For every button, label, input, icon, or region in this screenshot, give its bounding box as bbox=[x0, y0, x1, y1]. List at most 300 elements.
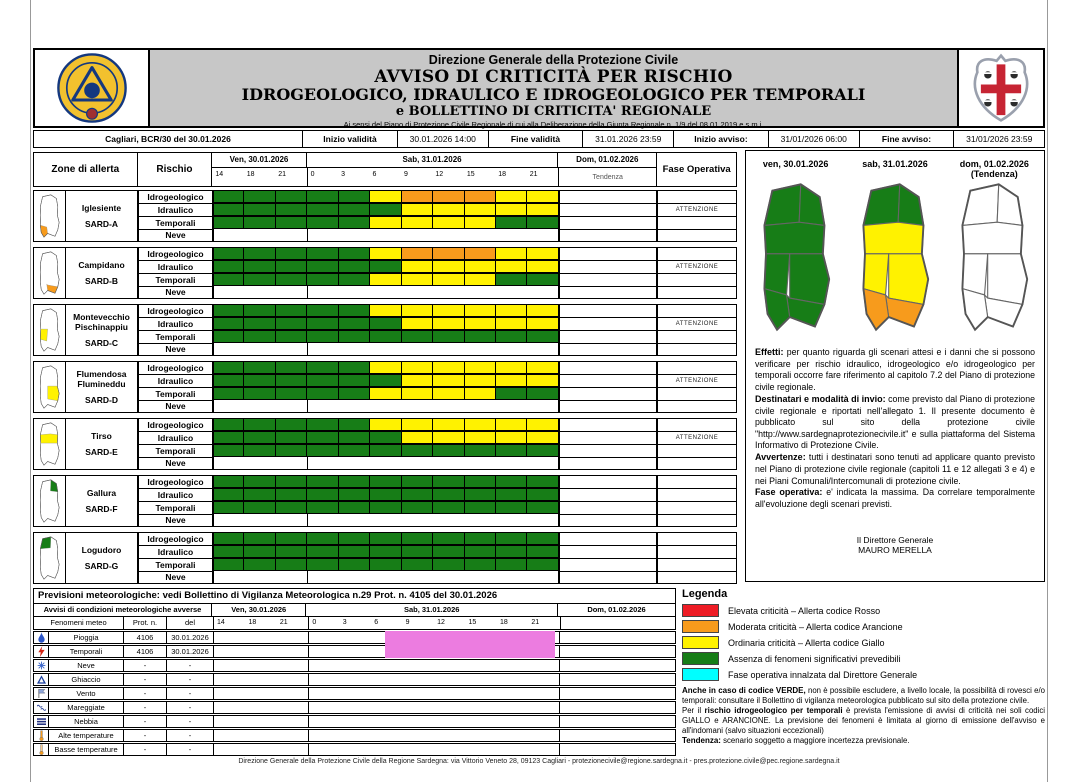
criticality-cell bbox=[370, 488, 401, 501]
criticality-cell bbox=[433, 374, 464, 387]
zone-map-thumbnail bbox=[33, 532, 66, 584]
zone-map-thumbnail bbox=[33, 304, 66, 356]
legend-notes bbox=[682, 686, 1045, 746]
doc-subtitle: Ai sensi del Piano di Protezione Civile Regionale di cui alla Deliberazione della Giunta Regionale n. 1/9 del 08.01.2019 e s.m.i. bbox=[343, 120, 764, 129]
criticality-cell bbox=[496, 317, 527, 330]
risk-row-temporali bbox=[138, 387, 657, 400]
meteo-dom-cell bbox=[560, 688, 675, 699]
zone-name: Iglesiente bbox=[81, 203, 122, 214]
criticality-cell bbox=[244, 545, 275, 558]
hour-header: 21 bbox=[529, 171, 538, 178]
meteo-row bbox=[33, 715, 676, 728]
meteo-hour-header: 3 bbox=[342, 619, 347, 626]
criticality-cell bbox=[307, 190, 338, 203]
criticality-cell bbox=[339, 273, 370, 286]
legend-item-label: Assenza di fenomeni significativi prevedibili bbox=[728, 653, 901, 664]
neve-segment bbox=[308, 343, 558, 355]
hour-cells bbox=[213, 190, 559, 203]
meteo-row bbox=[33, 701, 676, 714]
protezione-civile-seal-icon bbox=[56, 52, 128, 124]
criticality-cell bbox=[244, 330, 275, 343]
legend bbox=[682, 588, 1045, 746]
zone-name-cell bbox=[66, 247, 138, 299]
criticality-cell bbox=[465, 431, 496, 444]
neve-segment bbox=[308, 229, 558, 241]
meteo-hour-header: 9 bbox=[405, 619, 410, 626]
criticality-cell bbox=[433, 190, 464, 203]
fase-operativa-value: ATTENZIONE bbox=[675, 264, 719, 270]
criticality-cell bbox=[307, 545, 338, 558]
day-header: Dom, 01.02.2026 bbox=[576, 155, 639, 164]
zone-risk-rows bbox=[138, 304, 657, 356]
tendenza-cell bbox=[559, 532, 657, 545]
legend-item bbox=[682, 652, 1045, 665]
criticality-cell bbox=[433, 545, 464, 558]
section-divider bbox=[308, 674, 309, 685]
criticality-cell bbox=[213, 330, 244, 343]
zone-map-thumbnail bbox=[33, 247, 66, 299]
criticality-cell bbox=[433, 247, 464, 260]
risk-row-idraulico bbox=[138, 203, 657, 216]
fine-validita-label: Fine validità bbox=[489, 130, 584, 148]
criticality-cell bbox=[307, 317, 338, 330]
fase-operativa-cell bbox=[657, 247, 737, 299]
criticality-cell bbox=[465, 418, 496, 431]
criticality-cell bbox=[433, 304, 464, 317]
tendenza-cell bbox=[559, 558, 657, 571]
criticality-cell bbox=[527, 203, 558, 216]
criticality-cell bbox=[339, 330, 370, 343]
criticality-cell bbox=[276, 260, 307, 273]
neve-segment bbox=[214, 343, 308, 355]
criticality-cell bbox=[433, 444, 464, 457]
criticality-cell bbox=[370, 558, 401, 571]
meteo-dom-cell bbox=[560, 702, 675, 713]
section-divider bbox=[308, 744, 309, 755]
tendenza-cell bbox=[559, 444, 657, 457]
hour-header: 12 bbox=[435, 171, 444, 178]
hour-cells bbox=[213, 304, 559, 317]
section-divider bbox=[308, 688, 309, 699]
criticality-cell bbox=[213, 260, 244, 273]
criticality-cell bbox=[244, 273, 275, 286]
criticality-cell bbox=[496, 190, 527, 203]
criticality-cell bbox=[244, 532, 275, 545]
signature-role: Il Direttore Generale bbox=[856, 534, 934, 545]
risk-row-idrogeologico bbox=[138, 247, 657, 260]
hour-cells bbox=[213, 532, 559, 545]
doc-title-line3: e BOLLETTINO DI CRITICITA' REGIONALE bbox=[395, 104, 712, 119]
neve-empty-area bbox=[213, 400, 559, 413]
criticality-cell bbox=[307, 216, 338, 229]
hour-cells bbox=[213, 475, 559, 488]
criticality-cell bbox=[527, 387, 558, 400]
inizio-avviso-value: 31/01/2026 06:00 bbox=[769, 130, 860, 148]
criticality-cell bbox=[244, 431, 275, 444]
risk-label: Temporali bbox=[138, 444, 213, 457]
meteo-hour-header: 18 bbox=[499, 619, 508, 626]
meteo-row bbox=[33, 631, 676, 644]
criticality-cell bbox=[370, 501, 401, 514]
criticality-cell bbox=[402, 361, 433, 374]
hour-header: 21 bbox=[278, 171, 286, 178]
criticality-cell bbox=[527, 317, 558, 330]
zone-name-cell bbox=[66, 475, 138, 527]
criticality-cell bbox=[370, 361, 401, 374]
criticality-cell bbox=[465, 203, 496, 216]
meteo-phenomenon: Vento bbox=[49, 688, 124, 699]
fase-operativa-cell bbox=[657, 190, 737, 242]
criticality-cell bbox=[370, 444, 401, 457]
criticality-cell bbox=[402, 558, 433, 571]
panel-note-text: come previsto dal Piano di protezione civile regionale e riportati nell'allegato 1. Il presente documento è pubblicato sul sito della protezione civile "http://www.sardegnaprotezionecivile.it" e sulla piattaforma del Sistema Informativo di Protezione Civile. bbox=[755, 393, 1035, 451]
zone-name-cell bbox=[66, 532, 138, 584]
fase-operativa-value: ATTENZIONE bbox=[675, 435, 719, 441]
fenomeni-column-header: Fenomeni meteo bbox=[34, 617, 124, 629]
criticality-cell bbox=[213, 374, 244, 387]
panel-note bbox=[755, 394, 1035, 452]
criticality-cell bbox=[496, 273, 527, 286]
criticality-cell bbox=[465, 216, 496, 229]
criticality-cell bbox=[339, 317, 370, 330]
criticality-cell bbox=[244, 488, 275, 501]
meteo-dom-cell bbox=[560, 730, 675, 741]
zone-risk-rows bbox=[138, 190, 657, 242]
fog-icon bbox=[34, 716, 49, 727]
regione-sardegna-seal-logo bbox=[35, 50, 150, 126]
section-divider bbox=[308, 702, 309, 713]
criticality-cell bbox=[433, 330, 464, 343]
meteo-hour-area bbox=[214, 716, 560, 727]
criticality-cell bbox=[213, 431, 244, 444]
tendenza-cell bbox=[559, 501, 657, 514]
criticality-cell bbox=[244, 444, 275, 457]
criticality-cell bbox=[465, 330, 496, 343]
hour-cells bbox=[213, 273, 559, 286]
meteo-prot-date: - bbox=[167, 702, 214, 713]
neve-segment bbox=[214, 514, 308, 526]
risk-row-neve bbox=[138, 343, 657, 356]
zone-name: Tirso bbox=[91, 431, 112, 442]
legend-color-swatch bbox=[682, 668, 719, 681]
criticality-cell bbox=[433, 273, 464, 286]
neve-segment bbox=[308, 400, 558, 412]
risk-label: Idrogeologico bbox=[138, 475, 213, 488]
risk-row-neve bbox=[138, 400, 657, 413]
zone-row-sard-a bbox=[33, 190, 737, 242]
criticality-cell bbox=[276, 304, 307, 317]
tendenza-cell bbox=[559, 343, 657, 356]
avvisi-header: Avvisi di condizioni meteorologiche avverse bbox=[34, 604, 212, 616]
forecast-maps-panel bbox=[745, 150, 1045, 582]
criticality-cell bbox=[496, 330, 527, 343]
legend-color-swatch bbox=[682, 620, 719, 633]
meteo-phenomenon: Basse temperature bbox=[49, 744, 124, 755]
criticality-cell bbox=[370, 304, 401, 317]
criticality-cell bbox=[339, 374, 370, 387]
hour-cells bbox=[213, 361, 559, 374]
meteo-hour-area bbox=[214, 688, 560, 699]
criticality-cell bbox=[496, 431, 527, 444]
meteo-dom-cell bbox=[560, 632, 675, 643]
zone-code: SARD-C bbox=[84, 337, 119, 348]
criticality-cell bbox=[402, 273, 433, 286]
criticality-cell bbox=[307, 488, 338, 501]
zone-risk-rows bbox=[138, 247, 657, 299]
criticality-cell bbox=[527, 361, 558, 374]
low-temp-icon bbox=[34, 744, 49, 755]
meteo-row bbox=[33, 687, 676, 700]
criticality-cell bbox=[339, 216, 370, 229]
meteo-prot-number: - bbox=[124, 660, 167, 671]
zone-risk-rows bbox=[138, 532, 657, 584]
snowflake-icon bbox=[34, 660, 49, 671]
tendenza-cell bbox=[559, 247, 657, 260]
panel-note-label: Effetti: bbox=[755, 347, 784, 357]
meteo-row bbox=[33, 673, 676, 686]
criticality-cell bbox=[276, 190, 307, 203]
criticality-cell bbox=[496, 304, 527, 317]
hour-cells bbox=[213, 545, 559, 558]
sardinia-forecast-map bbox=[954, 178, 1034, 341]
criticality-cell bbox=[339, 190, 370, 203]
forecast-map-column bbox=[746, 156, 845, 343]
neve-empty-area bbox=[213, 229, 559, 242]
tendenza-cell bbox=[559, 488, 657, 501]
tendenza-cell bbox=[559, 387, 657, 400]
meteo-hour-header: 21 bbox=[531, 619, 540, 626]
criticality-cell bbox=[213, 475, 244, 488]
hour-cells bbox=[213, 216, 559, 229]
doc-title-line2: IDROGEOLOGICO, IDRAULICO E IDROGEOLOGICO PER TEMPORALI bbox=[241, 85, 866, 104]
risk-row-temporali bbox=[138, 330, 657, 343]
day-header: Ven, 30.01.2026 bbox=[212, 153, 306, 167]
criticality-cell bbox=[244, 304, 275, 317]
hour-header: 18 bbox=[498, 171, 507, 178]
risk-label: Idraulico bbox=[138, 545, 213, 558]
panel-note-label: Destinatari e modalità di invio: bbox=[755, 393, 886, 404]
meteo-phenomenon: Neve bbox=[49, 660, 124, 671]
fase-operativa-value: ATTENZIONE bbox=[675, 378, 719, 384]
panel-note bbox=[755, 347, 1035, 394]
meteo-prot-number: - bbox=[124, 730, 167, 741]
meteo-dom-cell bbox=[560, 674, 675, 685]
criticality-cell bbox=[527, 532, 558, 545]
criticality-cell bbox=[339, 558, 370, 571]
zone-code: SARD-F bbox=[85, 503, 118, 514]
neve-empty-area bbox=[213, 457, 559, 470]
meteo-day-header: Ven, 30.01.2026 bbox=[212, 604, 306, 616]
criticality-cell bbox=[276, 247, 307, 260]
criticality-cell bbox=[402, 444, 433, 457]
risk-row-idrogeologico bbox=[138, 532, 657, 545]
criticality-cell bbox=[370, 545, 401, 558]
criticality-cell bbox=[402, 247, 433, 260]
risk-label: Idrogeologico bbox=[138, 304, 213, 317]
hour-cells bbox=[213, 431, 559, 444]
risk-label: Idraulico bbox=[138, 431, 213, 444]
criticality-cell bbox=[244, 387, 275, 400]
criticality-cell bbox=[402, 304, 433, 317]
meteo-prot-date: - bbox=[167, 716, 214, 727]
criticality-cell bbox=[307, 374, 338, 387]
criticality-cell bbox=[276, 501, 307, 514]
meteo-prot-number: - bbox=[124, 688, 167, 699]
zone-name-cell bbox=[66, 418, 138, 470]
zone-row-sard-c bbox=[33, 304, 737, 356]
forecast-map-column bbox=[945, 156, 1044, 343]
criticality-cell bbox=[370, 418, 401, 431]
tendenza-cell bbox=[559, 571, 657, 584]
criticality-cell bbox=[307, 247, 338, 260]
tendenza-cell bbox=[559, 286, 657, 299]
meteo-phenomenon: Nebbia bbox=[49, 716, 124, 727]
criticality-cell bbox=[244, 260, 275, 273]
criticality-cell bbox=[402, 190, 433, 203]
page-right-border bbox=[1047, 0, 1048, 782]
hour-cells bbox=[213, 203, 559, 216]
hour-cells bbox=[213, 330, 559, 343]
legend-note-bold: Tendenza: bbox=[682, 735, 721, 745]
hour-header: 14 bbox=[215, 171, 224, 178]
criticality-cell bbox=[465, 532, 496, 545]
inizio-validita-value: 30.01.2026 14:00 bbox=[398, 130, 489, 148]
criticality-cell bbox=[496, 501, 527, 514]
criticality-cell bbox=[213, 418, 244, 431]
tendenza-cell bbox=[559, 545, 657, 558]
criticality-cell bbox=[527, 488, 558, 501]
zone-row-sard-d bbox=[33, 361, 737, 413]
tendenza-cell bbox=[559, 229, 657, 242]
legend-note-bold: rischio idrogeologico per temporali bbox=[704, 706, 843, 716]
criticality-cell bbox=[465, 361, 496, 374]
criticality-cell bbox=[370, 374, 401, 387]
tendenza-cell bbox=[559, 374, 657, 387]
neve-segment bbox=[214, 457, 308, 469]
day-header: Sab, 31.01.2026 bbox=[307, 153, 559, 167]
meteo-row bbox=[33, 645, 676, 658]
sardinia-coat-of-arms-logo bbox=[957, 50, 1043, 126]
legend-note bbox=[682, 736, 1045, 746]
criticality-cell bbox=[465, 260, 496, 273]
criticality-cell bbox=[213, 190, 244, 203]
risk-row-idrogeologico bbox=[138, 361, 657, 374]
risk-label: Idraulico bbox=[138, 203, 213, 216]
fase-operativa-cell bbox=[657, 418, 737, 470]
storm-icon bbox=[34, 646, 49, 657]
hour-header: 9 bbox=[403, 171, 408, 178]
meteo-prot-number: - bbox=[124, 744, 167, 755]
risk-label: Idraulico bbox=[138, 488, 213, 501]
criticality-cell bbox=[339, 444, 370, 457]
wind-icon bbox=[34, 688, 49, 699]
criticality-cell bbox=[370, 190, 401, 203]
risk-row-idrogeologico bbox=[138, 190, 657, 203]
criticality-cell bbox=[276, 203, 307, 216]
criticality-cell bbox=[496, 361, 527, 374]
criticality-cell bbox=[307, 330, 338, 343]
risk-row-temporali bbox=[138, 501, 657, 514]
criticality-cell bbox=[402, 545, 433, 558]
criticality-cell bbox=[307, 431, 338, 444]
criticality-cell bbox=[307, 444, 338, 457]
criticality-cell bbox=[527, 260, 558, 273]
zone-risk-rows bbox=[138, 361, 657, 413]
fase-operativa-value: ATTENZIONE bbox=[675, 321, 719, 327]
criticality-cell bbox=[276, 558, 307, 571]
zone-row-sard-g bbox=[33, 532, 737, 584]
panel-note-text: per quanto riguarda gli scenari attesi e i danni che si possono verificare per rischio idraulico, idrogeologico e/o idrogeologico per temporali occorre fare riferimento al capitolo 7.2 del Piano di protezione civile regionale. bbox=[755, 347, 1035, 393]
neve-segment bbox=[214, 286, 308, 298]
risk-label: Neve bbox=[138, 400, 213, 413]
criticality-cell bbox=[213, 317, 244, 330]
criticality-cell bbox=[465, 475, 496, 488]
meteo-prot-date: 30.01.2026 bbox=[167, 646, 214, 657]
meteo-tendenza-header bbox=[560, 617, 675, 629]
zone-column-header: Zone di allerta bbox=[34, 153, 138, 186]
alert-table-header bbox=[33, 152, 737, 187]
risk-label: Idraulico bbox=[138, 317, 213, 330]
risk-label: Neve bbox=[138, 343, 213, 356]
hour-header: 15 bbox=[466, 171, 475, 178]
criticality-cell bbox=[213, 545, 244, 558]
meteo-hour-header: 12 bbox=[437, 619, 445, 626]
tendenza-cell bbox=[559, 514, 657, 527]
risk-label: Idrogeologico bbox=[138, 361, 213, 374]
zone-risk-rows bbox=[138, 418, 657, 470]
criticality-cell bbox=[402, 216, 433, 229]
criticality-cell bbox=[465, 273, 496, 286]
meteo-day-header-row bbox=[33, 604, 676, 617]
criticality-cell bbox=[433, 488, 464, 501]
legend-note bbox=[682, 686, 1045, 706]
criticality-cell bbox=[244, 317, 275, 330]
risk-row-neve bbox=[138, 514, 657, 527]
criticality-cell bbox=[433, 532, 464, 545]
criticality-cell bbox=[339, 361, 370, 374]
risk-row-idraulico bbox=[138, 374, 657, 387]
risk-label: Idrogeologico bbox=[138, 247, 213, 260]
criticality-cell bbox=[496, 247, 527, 260]
criticality-cell bbox=[276, 444, 307, 457]
criticality-cell bbox=[433, 317, 464, 330]
tendenza-cell bbox=[559, 475, 657, 488]
criticality-cell bbox=[213, 247, 244, 260]
criticality-cell bbox=[527, 330, 558, 343]
legend-color-swatch bbox=[682, 652, 719, 665]
criticality-cell bbox=[307, 361, 338, 374]
risk-row-idrogeologico bbox=[138, 418, 657, 431]
forecast-map-date bbox=[763, 156, 829, 178]
neve-segment bbox=[308, 571, 558, 583]
meteo-prot-number: - bbox=[124, 716, 167, 727]
risk-row-neve bbox=[138, 571, 657, 584]
legend-item bbox=[682, 620, 1045, 633]
hour-header: 18 bbox=[246, 171, 255, 178]
criticality-cell bbox=[339, 260, 370, 273]
tendenza-cell bbox=[559, 260, 657, 273]
risk-row-temporali bbox=[138, 216, 657, 229]
criticality-cell bbox=[370, 317, 401, 330]
risk-label: Temporali bbox=[138, 273, 213, 286]
criticality-cell bbox=[433, 260, 464, 273]
criticality-cell bbox=[244, 418, 275, 431]
criticality-cell bbox=[339, 501, 370, 514]
panel-note-label: Fase operativa: bbox=[755, 487, 823, 498]
neve-empty-area bbox=[213, 286, 559, 299]
criticality-cell bbox=[465, 387, 496, 400]
criticality-cell bbox=[402, 475, 433, 488]
